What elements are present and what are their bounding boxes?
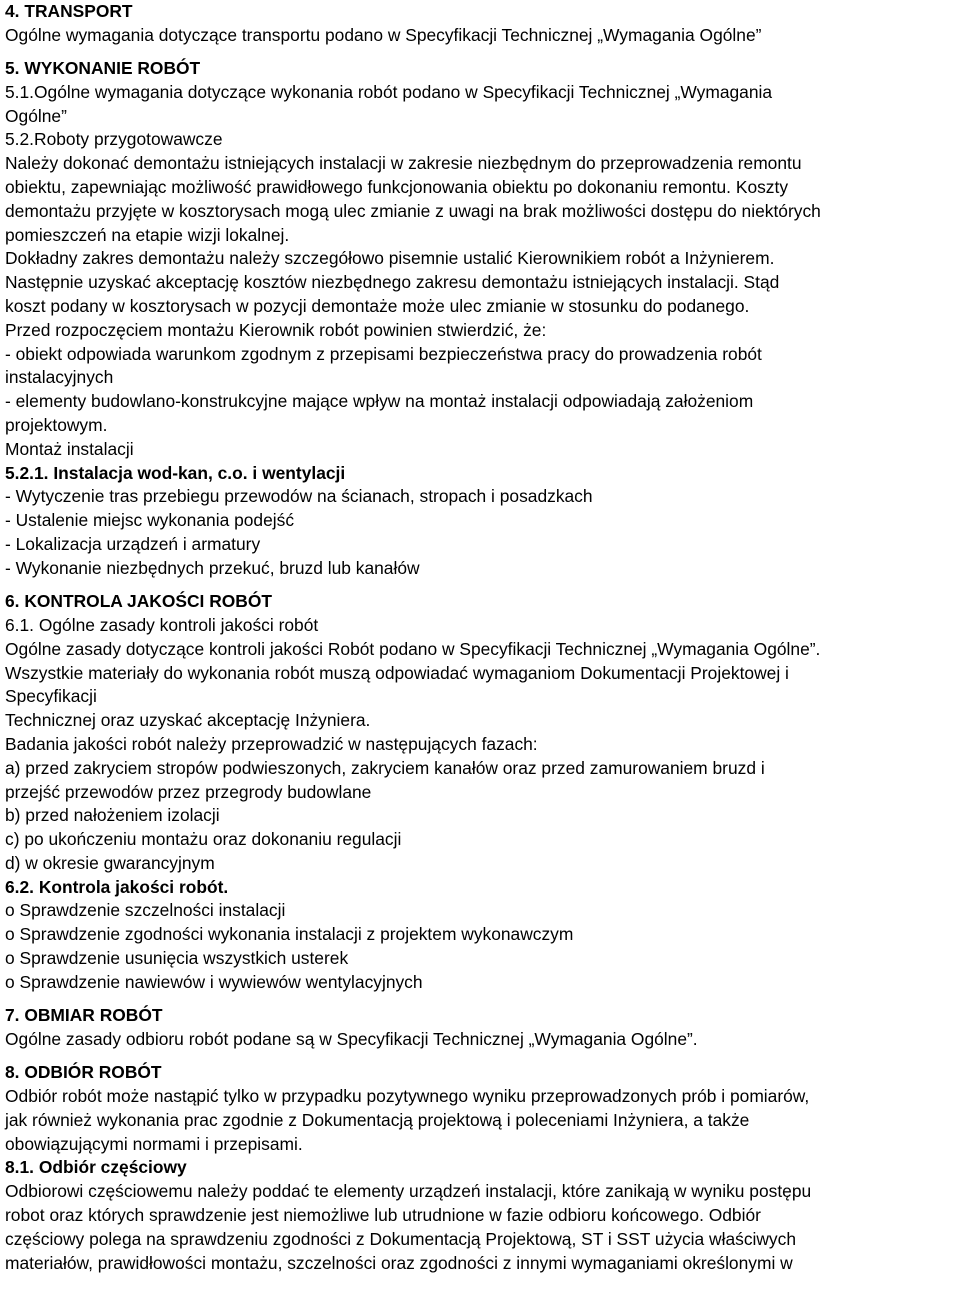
paragraph-gap: [5, 1052, 960, 1062]
text-line: robot oraz których sprawdzenie jest niemożliwe lub utrudnione w fazie odbioru końcowego. Odbiór: [5, 1205, 761, 1226]
paragraph-gap: [5, 995, 960, 1005]
section-heading: 7. OBMIAR ROBÓT: [5, 1005, 163, 1026]
section-heading: 5.2.1. Instalacja wod-kan, c.o. i wentylacji: [5, 462, 346, 483]
section-heading: 4. TRANSPORT: [5, 1, 133, 21]
text-line: Odbiór robót może nastąpić tylko w przypadku pozytywnego wyniku przeprowadzonych prób i pomiarów,: [5, 1086, 810, 1107]
text-line: przejść przewodów przez przegrody budowlane: [5, 781, 372, 802]
text-line: - Wykonanie niezbędnych przekuć, bruzd lub kanałów: [5, 557, 420, 578]
text-line: Specyfikacji: [5, 686, 97, 707]
text-line: 5.2.Roboty przygotowawcze: [5, 129, 223, 150]
text-line: Ogólne zasady odbioru robót podane są w Specyfikacji Technicznej „Wymagania Ogólne”.: [5, 1028, 698, 1049]
text-line: Badania jakości robót należy przeprowadzić w następujących fazach:: [5, 733, 538, 754]
text-line: 5.1.Ogólne wymagania dotyczące wykonania robót podano w Specyfikacji Technicznej „Wymagania: [5, 81, 773, 102]
text-line: Technicznej oraz uzyskać akceptację Inżyniera.: [5, 710, 371, 731]
paragraph-gap: [5, 581, 960, 591]
text-line: o Sprawdzenie zgodności wykonania instalacji z projektem wykonawczym: [5, 924, 574, 945]
section-heading: 5. WYKONANIE ROBÓT: [5, 58, 201, 79]
paragraph-gap: [5, 48, 960, 58]
text-line: Następnie uzyskać akceptację kosztów niezbędnego zakresu demontażu istniejących instalacji. Stąd: [5, 272, 780, 293]
text-line: - Ustalenie miejsc wykonania podejść: [5, 510, 295, 531]
text-line: demontażu przyjęte w kosztorysach mogą ulec zmianie z uwagi na brak możliwości dostępu do niektórych: [5, 200, 821, 221]
text-line: d) w okresie gwarancyjnym: [5, 852, 215, 873]
text-line: projektowym.: [5, 415, 108, 436]
text-line: materiałów, prawidłowości montażu, szczelności oraz zgodności z innymi wymaganiami określonymi w: [5, 1252, 793, 1273]
text-line: o Sprawdzenie usunięcia wszystkich usterek: [5, 948, 349, 969]
section-heading: 6. KONTROLA JAKOŚCI ROBÓT: [5, 591, 272, 612]
text-line: Przed rozpoczęciem montażu Kierownik robót powinien stwierdzić, że:: [5, 319, 547, 340]
text-line: Należy dokonać demontażu istniejących instalacji w zakresie niezbędnym do przeprowadzenia remontu: [5, 153, 802, 174]
text-line: - Wytyczenie tras przebiegu przewodów na ścianach, stropach i posadzkach: [5, 486, 593, 507]
text-line: obowiązującymi normami i przepisami.: [5, 1133, 303, 1154]
section-heading: 8.1. Odbiór częściowy: [5, 1157, 187, 1178]
text-line: Ogólne”: [5, 105, 67, 126]
text-line: instalacyjnych: [5, 367, 114, 388]
text-line: - obiekt odpowiada warunkom zgodnym z przepisami bezpieczeństwa pracy do prowadzenia robót: [5, 343, 762, 364]
text-line: Ogólne wymagania dotyczące transportu podano w Specyfikacji Technicznej „Wymagania Ogólne”: [5, 24, 762, 45]
text-line: Montaż instalacji: [5, 438, 134, 459]
text-line: o Sprawdzenie nawiewów i wywiewów wentylacyjnych: [5, 971, 423, 992]
section-heading: 6.2. Kontrola jakości robót.: [5, 876, 229, 897]
text-line: koszt podany w kosztorysach w pozycji demontaże może ulec zmianie w stosunku do podanego.: [5, 296, 750, 317]
text-line: pomieszczeń na etapie wizji lokalnej.: [5, 224, 290, 245]
text-line: Ogólne zasady dotyczące kontroli jakości Robót podano w Specyfikacji Technicznej „Wymagania Ogólne”.: [5, 638, 821, 659]
text-line: obiektu, zapewniając możliwość prawidłowego funkcjonowania obiektu po dokonaniu remontu. Koszty: [5, 177, 789, 198]
text-line: częściowy polega na sprawdzeniu zgodności z Dokumentacją Projektową, ST i SST użycia właściwych: [5, 1228, 796, 1249]
text-line: jak również wykonania prac zgodnie z Dokumentacją projektową i poleceniami Inżyniera, a także: [5, 1109, 750, 1130]
text-line: o Sprawdzenie szczelności instalacji: [5, 900, 286, 921]
text-line: Dokładny zakres demontażu należy szczegółowo pisemnie ustalić Kierownikiem robót a Inżynierem.: [5, 248, 775, 269]
text-line: - Lokalizacja urządzeń i armatury: [5, 534, 261, 555]
text-line: Odbiorowi częściowemu należy poddać te elementy urządzeń instalacji, które zanikają w wyniku postępu: [5, 1181, 812, 1202]
text-line: 6.1. Ogólne zasady kontroli jakości robót: [5, 614, 319, 635]
text-line: Wszystkie materiały do wykonania robót muszą odpowiadać wymaganiom Dokumentacji Projektowej i: [5, 662, 789, 683]
text-line: c) po ukończeniu montażu oraz dokonaniu regulacji: [5, 829, 402, 850]
text-line: a) przed zakryciem stropów podwieszonych, zakryciem kanałów oraz przed zamurowaniem bruzd i: [5, 757, 765, 778]
text-line: - elementy budowlano-konstrukcyjne mające wpływ na montaż instalacji odpowiadają założeniom: [5, 391, 754, 412]
text-line: b) przed nałożeniem izolacji: [5, 805, 220, 826]
section-heading: 8. ODBIÓR ROBÓT: [5, 1062, 162, 1083]
